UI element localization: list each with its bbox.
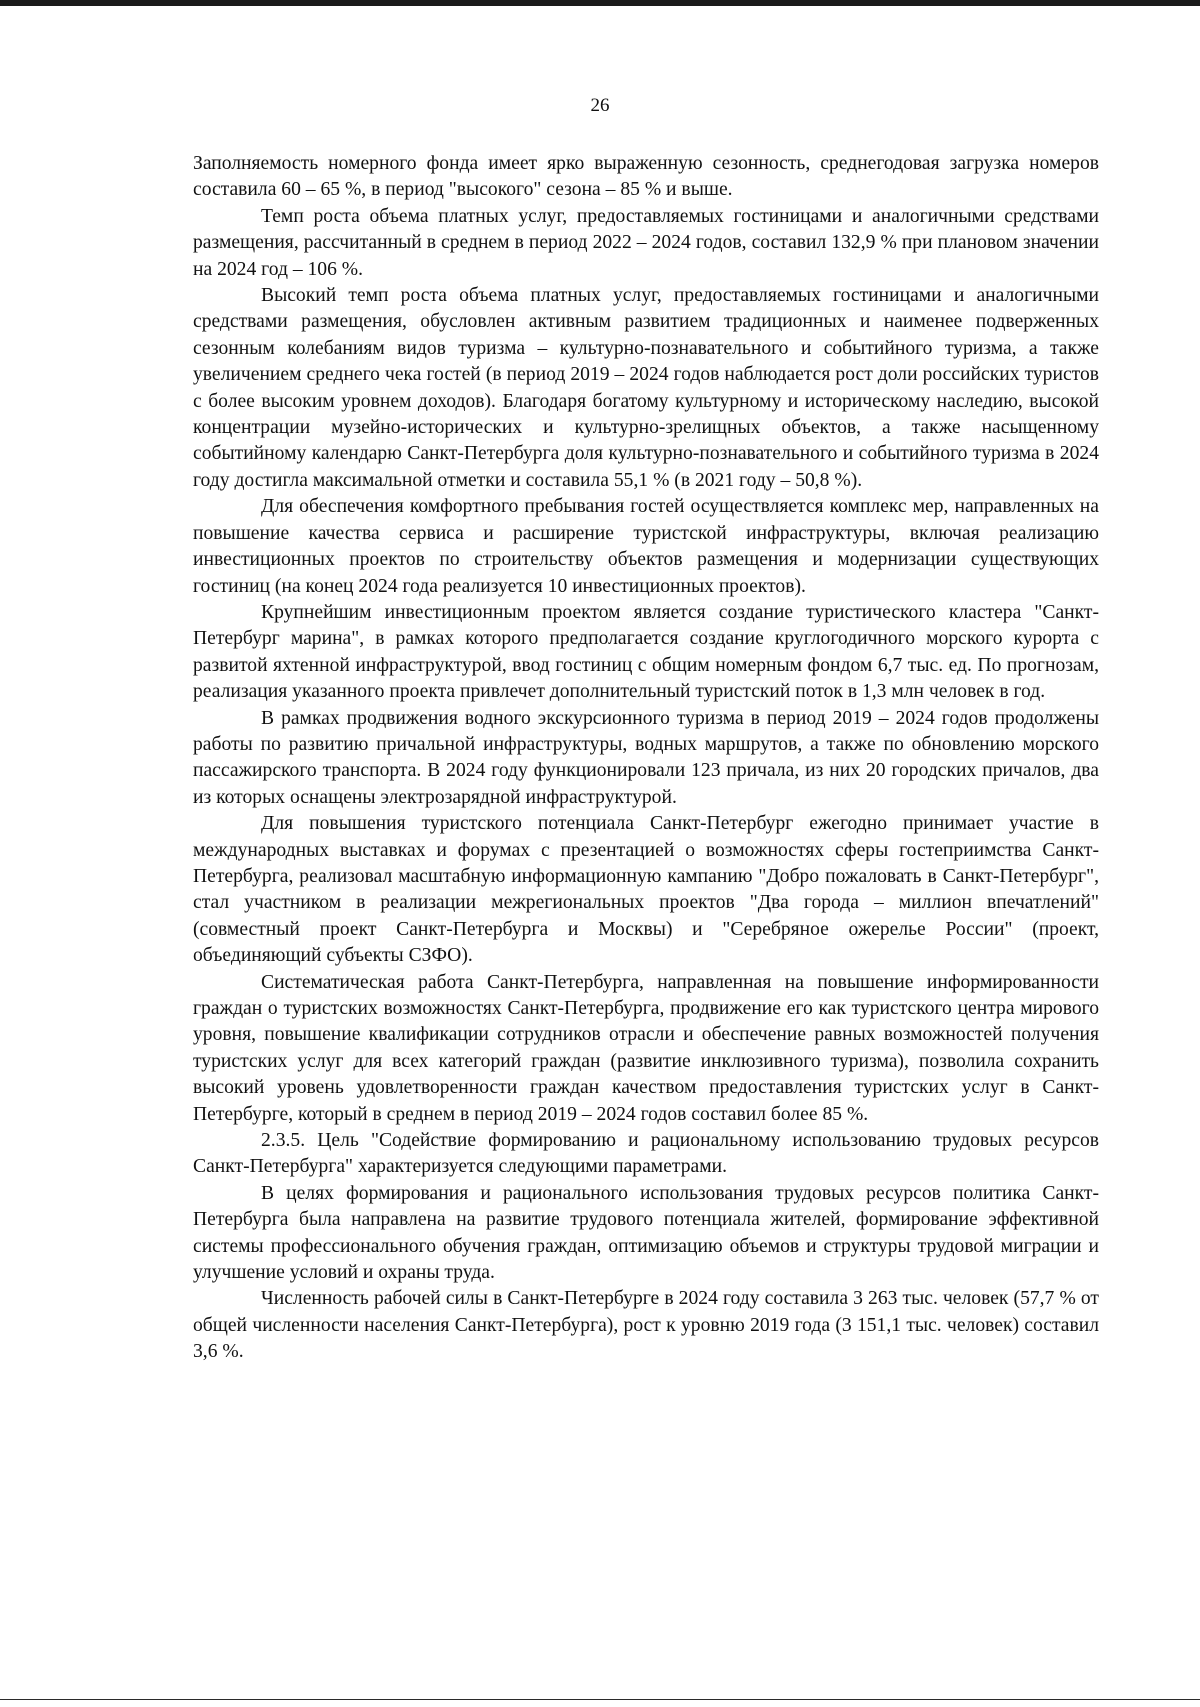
paragraph-satisfaction: Систематическая работа Санкт-Петербурга, направленная на повышение информированности граждан о туристских возможностях Санкт-Петербурга, продвижение его как туристского центра мирового уровня, повышение квалификации сотрудников отрасли и обеспечение равных возможностей получения туристских услуг для всех категорий граждан (развитие инклюзивного туризма), позволила сохранить высокий уровень удовлетворенности граждан качеством предоставления туристских услуг в Санкт-Петербурге, который в среднем в период 2019 – 2024 годов составил более 85 %. (193, 971, 1099, 1125)
scan-top-edge (0, 0, 1200, 6)
paragraph-service-growth-rate: Темп роста объема платных услуг, предоставляемых гостиницами и аналогичными средствами размещения, рассчитанный в среднем в период 2022 – 2024 годов, составил 132,9 % при плановом значении на 2024 год – 106 %. (193, 205, 1099, 280)
paragraph-water-tourism: В рамках продвижения водного экскурсионного туризма в период 2019 – 2024 годов продолжены работы по развитию причальной инфраструктуры, водных маршрутов, а также по обновлению морского пассажирского транспорта. В 2024 году функционировали 123 причала, из них 20 городских причалов, два из которых оснащены электрозарядной инфраструктурой. (193, 707, 1099, 808)
paragraph-marina-project: Крупнейшим инвестиционным проектом является создание туристического кластера "Санкт-Петербург марина", в рамках которого предполагается создание круглогодичного морского курорта с развитой яхтенной инфраструктурой, ввод гостиниц с общим номерным фондом 6,7 тыс. ед. По прогнозам, реализация указанного проекта привлечет дополнительный туристский поток в 1,3 млн человек в год. (193, 601, 1099, 703)
paragraph-labor-force: Численность рабочей силы в Санкт-Петербурге в 2024 году составила 3 263 тыс. человек (57,7 % от общей численности населения Санкт-Петербурга), рост к уровню 2019 года (3 151,1 тыс. человек) составил 3,6 %. (193, 1288, 1099, 1363)
paragraph-room-occupancy: Заполняемость номерного фонда имеет ярко выраженную сезонность, среднегодовая загрузка номеров составила 60 – 65 %, в период "высокого" сезона – 85 % и выше. (193, 153, 1099, 201)
paragraph-growth-factors: Высокий темп роста объема платных услуг, предоставляемых гостиницами и аналогичными средствами размещения, обусловлен активным развитием традиционных и наименее подверженных сезонным колебаниям видов туризма – культурно-познавательного и событийного туризма, а также увеличением среднего чека гостей (в период 2019 – 2024 годов наблюдается рост доли российских туристов с более высоким уровнем доходов). Благодаря богатому культурному и историческому наследию, высокой концентрации музейно-исторических и культурно-зрелищных объектов, а также насыщенному событийному календарю Санкт-Петербурга доля культурно-познавательного и событийного туризма в 2024 году достигла максимальной отметки и составила 55,1 % (в 2021 году – 50,8 %). (193, 285, 1099, 491)
paragraph-goal-2-3-5: 2.3.5. Цель "Содействие формированию и рациональному использованию трудовых ресурсов Санкт-Петербурга" характеризуется следующими параметрами. (193, 1130, 1099, 1178)
paragraph-infrastructure-measures: Для обеспечения комфортного пребывания гостей осуществляется комплекс мер, направленных на повышение качества сервиса и расширение туристской инфраструктуры, включая реализацию инвестиционных проектов по строительству объектов размещения и модернизации существующих гостиниц (на конец 2024 года реализуется 10 инвестиционных проектов). (193, 496, 1099, 597)
paragraph-promotion: Для повышения туристского потенциала Санкт-Петербург ежегодно принимает участие в международных выставках и форумах с презентацией о возможностях сферы гостеприимства Санкт-Петербурга, реализовал масштабную информационную кампанию "Добро пожаловать в Санкт-Петербург", стал участником в реализации межрегиональных проектов "Два города – миллион впечатлений" (совместный проект Санкт-Петербурга и Москвы) и "Серебряное ожерелье России" (проект, объединяющий субъекты СЗФО). (193, 813, 1099, 967)
document-body (193, 151, 1099, 1366)
paragraph-labor-policy: В целях формирования и рационального использования трудовых ресурсов политика Санкт-Петербурга была направлена на развитие трудового потенциала жителей, формирование эффективной системы профессионального обучения граждан, оптимизацию объемов и структуры трудовой миграции и улучшение условий и охраны труда. (193, 1182, 1099, 1284)
page-number: 26 (590, 95, 610, 116)
